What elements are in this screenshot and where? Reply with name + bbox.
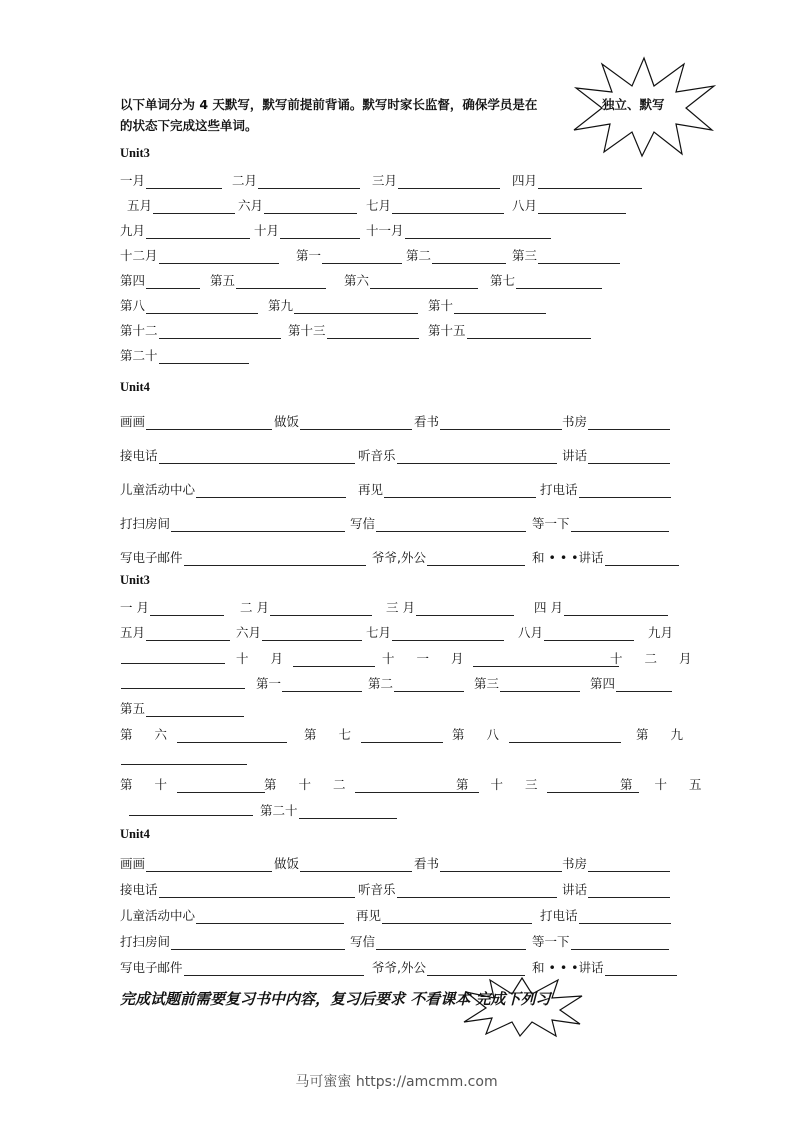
blank-field[interactable]: [258, 174, 360, 189]
label-may: 五月: [127, 198, 153, 213]
unit4b-row-4: [120, 932, 675, 954]
unit4b-row-3: [120, 906, 675, 928]
label-first: 第一: [296, 248, 322, 263]
blank-field[interactable]: [376, 935, 526, 950]
blank-field[interactable]: [184, 551, 366, 566]
site-watermark: 马可蜜蜜 https://amcmm.com: [295, 1074, 498, 1090]
label-read: 看书: [414, 414, 440, 429]
unit4b-row-2: [120, 880, 675, 902]
blank-field[interactable]: [361, 728, 443, 743]
blank-field[interactable]: [544, 626, 634, 641]
starburst-label: 独立、默写: [602, 97, 665, 112]
label-ninth: 第 九: [636, 727, 692, 742]
blank-field[interactable]: [146, 274, 200, 289]
blank-field[interactable]: [146, 224, 250, 239]
blank-field[interactable]: [196, 483, 346, 498]
blank-field[interactable]: [171, 935, 345, 950]
label-first: 第一: [256, 676, 282, 691]
label-clean: 打扫房间: [120, 516, 171, 531]
label-seventh: 第七: [490, 273, 516, 288]
unit3a-row-2: [120, 196, 675, 218]
label-mar: 三 月: [386, 600, 415, 615]
unit3b-row-3: [120, 649, 701, 671]
label-talk: 讲话: [562, 882, 588, 897]
blank-field[interactable]: [184, 961, 364, 976]
blank-field[interactable]: [270, 601, 372, 616]
unit3b-row-7: [120, 750, 675, 772]
label-read: 看书: [414, 856, 440, 871]
unit3a-row-3: [120, 221, 675, 243]
blank-field[interactable]: [121, 649, 225, 664]
label-twentieth: 第二十: [260, 803, 298, 818]
blank-field[interactable]: [121, 674, 245, 689]
label-music: 听音乐: [358, 882, 396, 897]
unit3b-row-5: [120, 699, 675, 721]
unit4b-row-5: [120, 958, 675, 980]
label-fifth: 第五: [210, 273, 236, 288]
blank-field[interactable]: [159, 324, 281, 339]
label-talk-with: 和 • • •讲话: [532, 960, 604, 975]
blank-field[interactable]: [300, 415, 412, 430]
blank-field[interactable]: [467, 324, 591, 339]
blank-field[interactable]: [616, 677, 672, 692]
label-twelfth: 第 十 二: [264, 777, 355, 792]
label-aug: 八月: [518, 625, 544, 640]
blank-field[interactable]: [588, 857, 670, 872]
blank-field[interactable]: [146, 299, 258, 314]
blank-field[interactable]: [588, 449, 670, 464]
blank-field[interactable]: [398, 174, 500, 189]
blank-field[interactable]: [440, 415, 562, 430]
label-tenth: 第 十: [120, 777, 176, 792]
unit4b-row-1: [120, 854, 675, 876]
label-eighth: 第八: [120, 298, 146, 313]
unit3b-row-6: [120, 725, 692, 747]
blank-field[interactable]: [588, 883, 670, 898]
blank-field[interactable]: [282, 677, 362, 692]
blank-field[interactable]: [146, 174, 222, 189]
label-ninth: 第九: [268, 298, 294, 313]
label-draw: 画画: [120, 414, 146, 429]
unit3a-row-4: [120, 246, 675, 268]
blank-field[interactable]: [384, 483, 536, 498]
blank-field[interactable]: [177, 778, 265, 793]
blank-field[interactable]: [564, 601, 668, 616]
label-feb: 二月: [232, 173, 258, 188]
blank-field[interactable]: [146, 415, 272, 430]
blank-field[interactable]: [300, 857, 412, 872]
blank-field[interactable]: [177, 728, 287, 743]
label-nov: 十一月: [366, 223, 404, 238]
label-jul: 七月: [366, 198, 392, 213]
label-apr: 四月: [512, 173, 538, 188]
blank-field[interactable]: [159, 249, 279, 264]
label-email: 写电子邮件: [120, 550, 183, 565]
label-jun: 六月: [238, 198, 264, 213]
label-feb: 二 月: [240, 600, 269, 615]
blank-field[interactable]: [264, 199, 357, 214]
blank-field[interactable]: [153, 199, 235, 214]
label-sixth: 第六: [344, 273, 370, 288]
label-jul: 七月: [366, 625, 392, 640]
unit3b-row-4: [120, 674, 675, 696]
blank-field[interactable]: [146, 626, 230, 641]
label-seventh: 第 七: [304, 727, 360, 742]
label-third: 第三: [512, 248, 538, 263]
unit3b-row-9: [120, 801, 675, 823]
label-letter: 写信: [350, 934, 376, 949]
label-call: 打电话: [540, 482, 578, 497]
blank-field[interactable]: [473, 652, 619, 667]
label-dec: 十 二 月: [610, 651, 701, 666]
blank-field[interactable]: [579, 483, 671, 498]
label-fifteenth: 第 十 五: [620, 777, 711, 792]
blank-field[interactable]: [538, 249, 620, 264]
label-talk: 讲话: [562, 448, 588, 463]
blank-field[interactable]: [129, 801, 253, 816]
label-cook: 做饭: [274, 414, 300, 429]
label-jan: 一 月: [120, 600, 149, 615]
label-grandpa: 爷爷,外公: [372, 960, 426, 975]
label-apr: 四 月: [534, 600, 563, 615]
label-dec: 十二月: [120, 248, 158, 263]
label-center: 儿童活动中心: [120, 482, 196, 497]
label-aug: 八月: [512, 198, 538, 213]
blank-field[interactable]: [416, 601, 514, 616]
label-letter: 写信: [350, 516, 376, 531]
unit3a-row-6: [120, 296, 675, 318]
label-fourth: 第四: [120, 273, 146, 288]
blank-field[interactable]: [397, 449, 557, 464]
blank-field[interactable]: [146, 702, 244, 717]
blank-field[interactable]: [427, 961, 525, 976]
intro-text: [120, 94, 610, 136]
unit3a-row-7: [120, 321, 675, 343]
label-cook: 做饭: [274, 856, 300, 871]
label-study: 书房: [562, 414, 588, 429]
review-note: 完成试题前需要复习书中内容，复习后要求 不看课本 完成下列习: [120, 990, 551, 1008]
label-sep: 九月: [648, 625, 674, 640]
label-goodbye: 再见: [358, 482, 384, 497]
label-mar: 三月: [372, 173, 398, 188]
label-oct: 十月: [254, 223, 280, 238]
unit3a-row-8: [120, 346, 675, 368]
blank-field[interactable]: [196, 909, 344, 924]
unit4a-row-2: [120, 446, 675, 468]
label-center: 儿童活动中心: [120, 908, 196, 923]
label-clean: 打扫房间: [120, 934, 171, 949]
blank-field[interactable]: [605, 961, 677, 976]
blank-field[interactable]: [427, 551, 525, 566]
unit4a-row-3: [120, 480, 675, 502]
label-music: 听音乐: [358, 448, 396, 463]
label-study: 书房: [562, 856, 588, 871]
blank-field[interactable]: [454, 299, 546, 314]
blank-field[interactable]: [516, 274, 602, 289]
label-draw: 画画: [120, 856, 146, 871]
label-twelfth: 第十二: [120, 323, 158, 338]
label-twentieth: 第二十: [120, 348, 158, 363]
blank-field[interactable]: [588, 415, 670, 430]
blank-field[interactable]: [262, 626, 362, 641]
unit3a-row-1: [120, 171, 675, 193]
unit3b-row-2: [120, 623, 675, 645]
label-may: 五月: [120, 625, 146, 640]
label-grandpa: 爷爷,外公: [372, 550, 426, 565]
blank-field[interactable]: [159, 349, 249, 364]
label-thirteenth: 第十三: [288, 323, 326, 338]
label-phone: 接电话: [120, 882, 158, 897]
label-oct: 十 月: [236, 651, 292, 666]
blank-field[interactable]: [538, 199, 626, 214]
blank-field[interactable]: [159, 449, 355, 464]
blank-field[interactable]: [150, 601, 224, 616]
blank-field[interactable]: [236, 274, 326, 289]
blank-field[interactable]: [571, 935, 669, 950]
blank-field[interactable]: [605, 551, 679, 566]
blank-field[interactable]: [322, 249, 402, 264]
label-jan: 一月: [120, 173, 146, 188]
label-third: 第三: [474, 676, 500, 691]
label-second: 第二: [368, 676, 394, 691]
intro-line-2: 的状态下完成这些单词。: [120, 118, 258, 133]
unit3b-row-8: [120, 775, 711, 797]
blank-field[interactable]: [440, 857, 562, 872]
blank-field[interactable]: [159, 883, 355, 898]
blank-field[interactable]: [392, 626, 504, 641]
unit4a-row-5: [120, 548, 675, 570]
blank-field[interactable]: [293, 652, 375, 667]
blank-field[interactable]: [327, 324, 419, 339]
label-email: 写电子邮件: [120, 960, 183, 975]
blank-field[interactable]: [394, 677, 464, 692]
unit3b-row-1: [120, 598, 675, 620]
blank-field[interactable]: [294, 299, 418, 314]
blank-field[interactable]: [171, 517, 345, 532]
blank-field[interactable]: [405, 224, 551, 239]
blank-field[interactable]: [376, 517, 526, 532]
blank-field[interactable]: [538, 174, 642, 189]
blank-field[interactable]: [579, 909, 671, 924]
blank-field[interactable]: [299, 804, 397, 819]
label-sixth: 第 六: [120, 727, 176, 742]
blank-field[interactable]: [571, 517, 669, 532]
blank-field[interactable]: [500, 677, 580, 692]
label-thirteenth: 第 十 三: [456, 777, 547, 792]
blank-field[interactable]: [397, 883, 557, 898]
label-phone: 接电话: [120, 448, 158, 463]
label-fifteenth: 第十五: [428, 323, 466, 338]
unit4a-row-4: [120, 514, 675, 536]
label-nov: 十 一 月: [382, 651, 473, 666]
label-tenth: 第十: [428, 298, 454, 313]
unit3-heading-2: Unit3: [120, 573, 150, 587]
label-second: 第二: [406, 248, 432, 263]
label-talk-with: 和 • • •讲话: [532, 550, 604, 565]
unit4-heading-2: Unit4: [120, 827, 150, 841]
label-fifth: 第五: [120, 701, 146, 716]
unit3-heading-1: Unit3: [120, 146, 150, 160]
label-wait: 等一下: [532, 516, 570, 531]
label-jun: 六月: [236, 625, 262, 640]
blank-field[interactable]: [509, 728, 621, 743]
intro-line-1: 以下单词分为 4 天默写，默写前提前背诵。默写时家长监督，确保学员是在: [120, 97, 538, 112]
blank-field[interactable]: [280, 224, 360, 239]
unit4-heading-1: Unit4: [120, 380, 150, 394]
unit4a-row-1: [120, 412, 675, 434]
label-fourth: 第四: [590, 676, 616, 691]
blank-field[interactable]: [432, 249, 506, 264]
label-goodbye: 再见: [356, 908, 382, 923]
label-call: 打电话: [540, 908, 578, 923]
blank-field[interactable]: [392, 199, 504, 214]
unit3a-row-5: [120, 271, 675, 293]
label-wait: 等一下: [532, 934, 570, 949]
blank-field[interactable]: [382, 909, 532, 924]
blank-field[interactable]: [121, 750, 247, 765]
label-sep: 九月: [120, 223, 146, 238]
blank-field[interactable]: [146, 857, 272, 872]
blank-field[interactable]: [370, 274, 478, 289]
label-eighth: 第 八: [452, 727, 508, 742]
